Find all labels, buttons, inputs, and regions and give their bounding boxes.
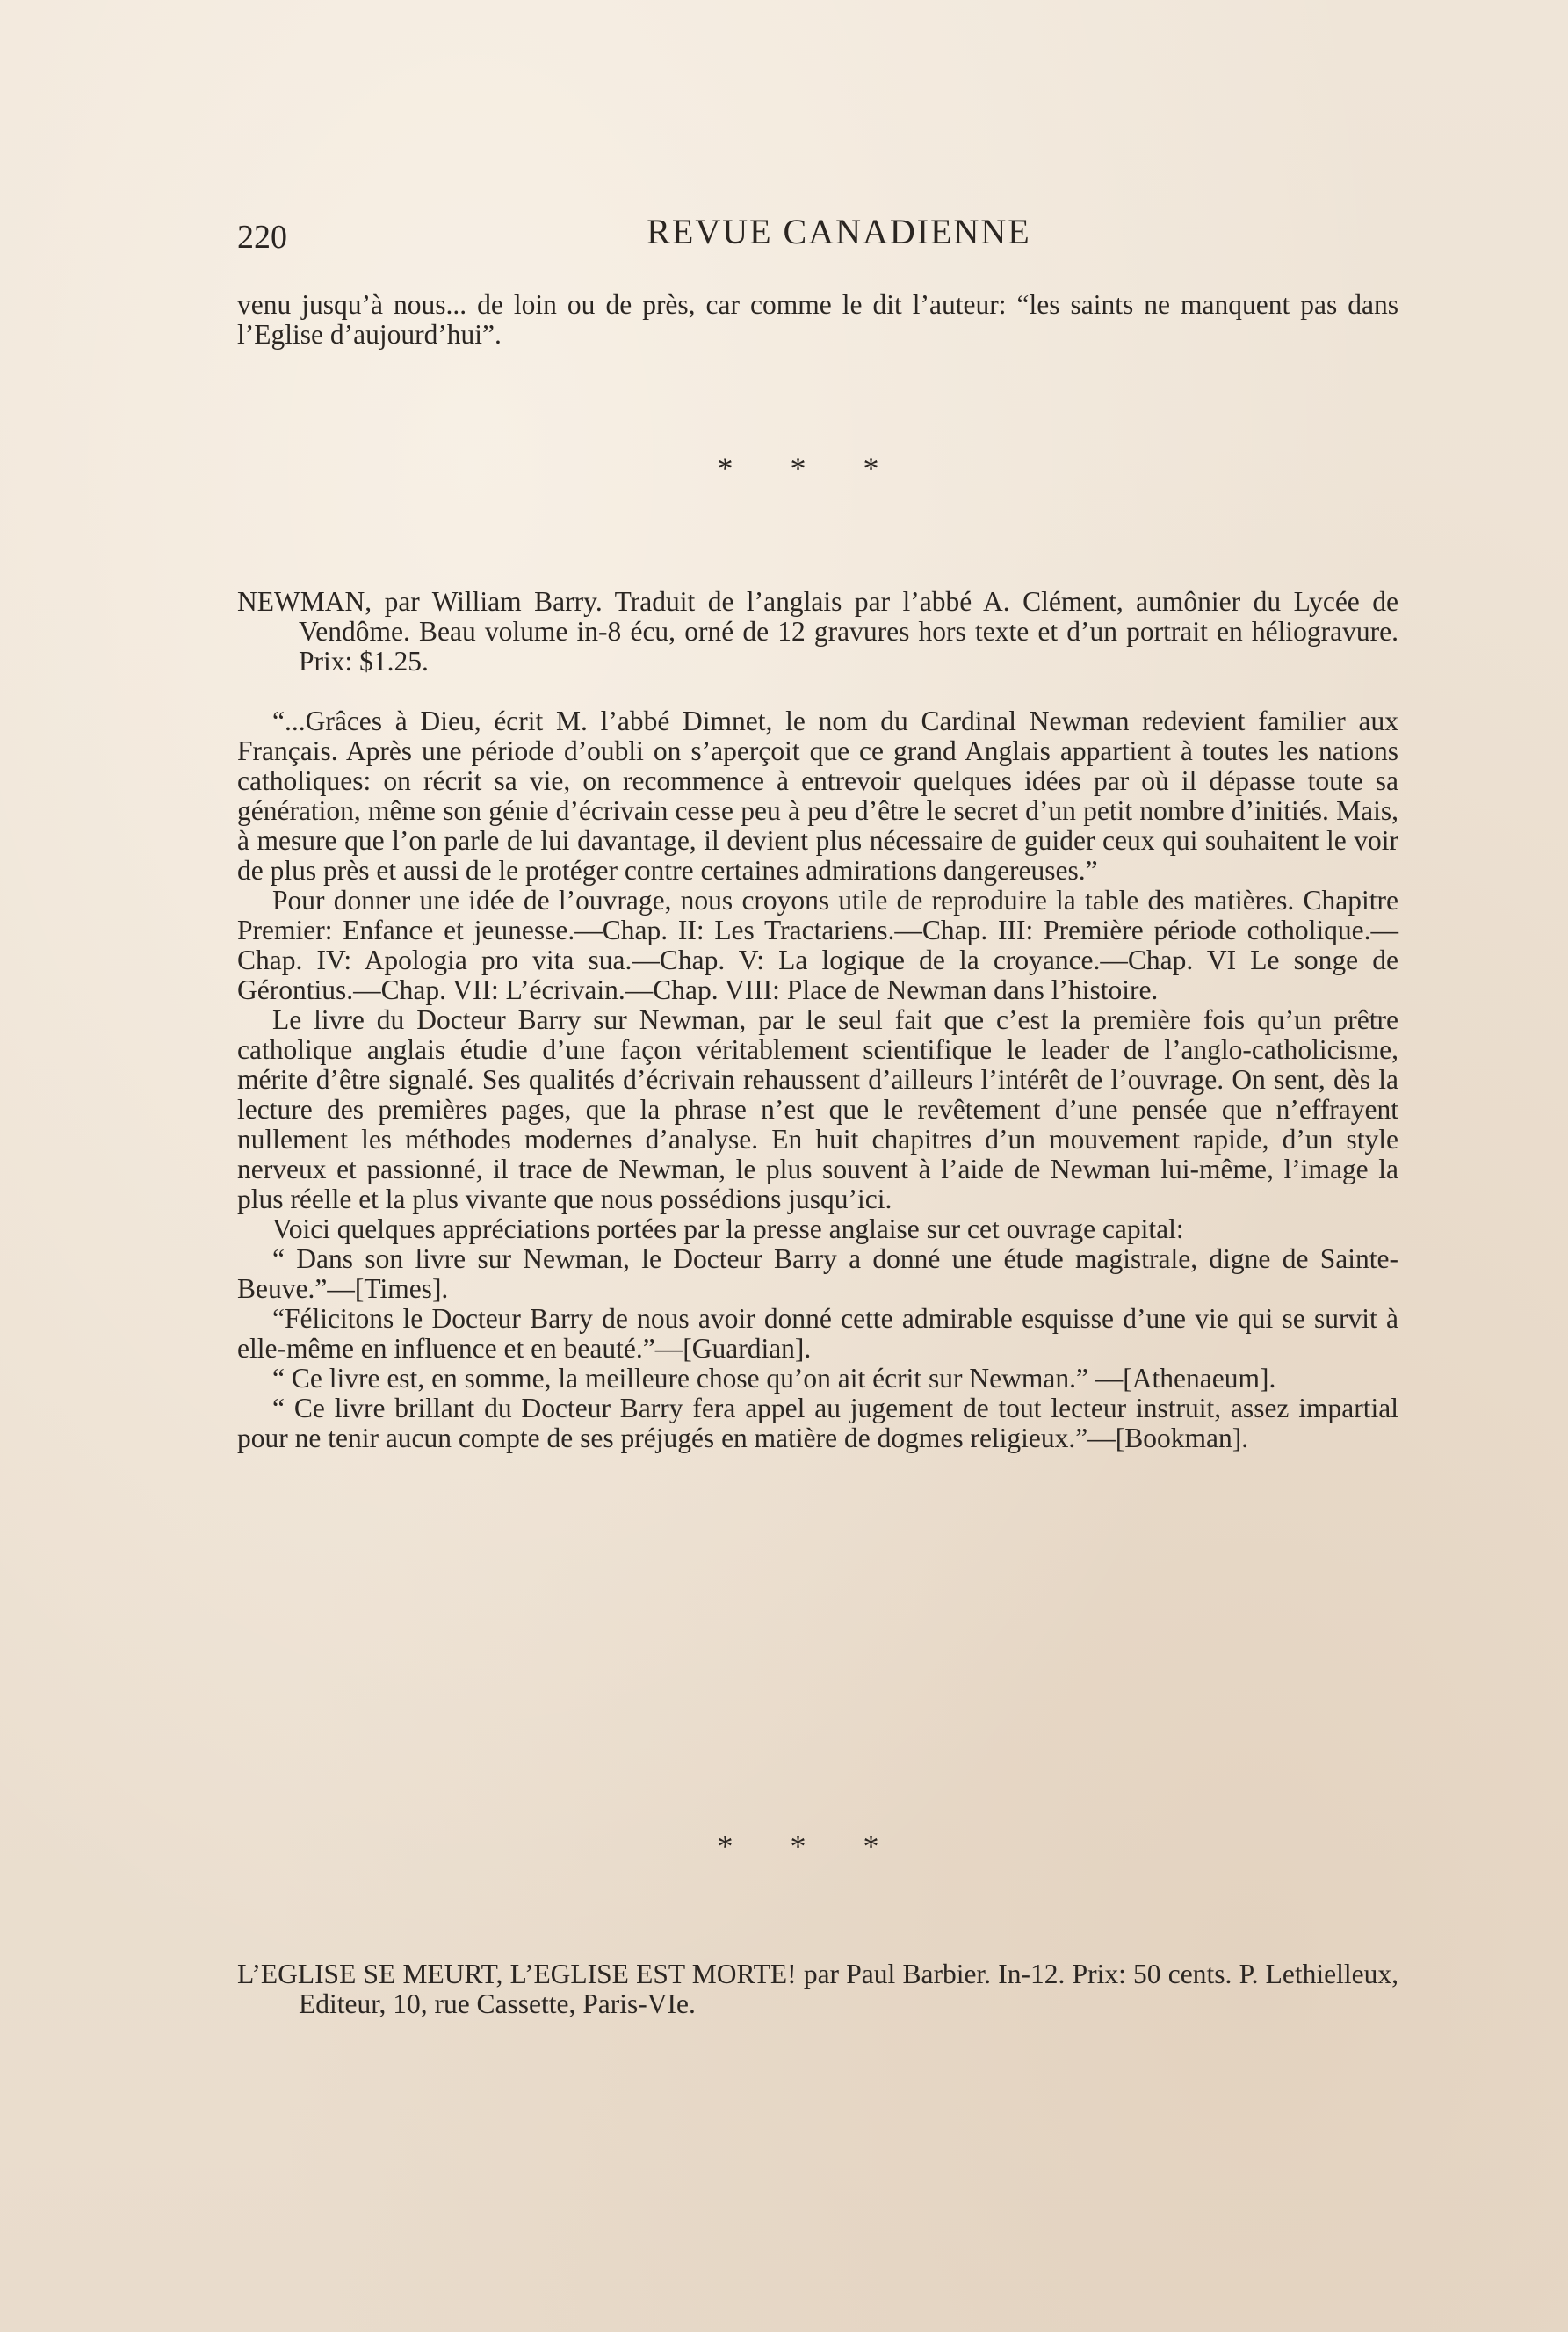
barbier-entry [237, 1959, 1398, 2019]
book-entry-heading: NEWMAN, par William Barry. Traduit de l’anglais par l’abbé A. Clément, aumônier du Lycée de Vendôme. Beau volume in-8 écu, orné de 12 gravures hors texte et d’un portrait en héliogravure. Prix: $1.25. [237, 586, 1398, 677]
page-number: 220 [237, 219, 287, 256]
press-quote: “ Ce livre est, en somme, la meilleure chose qu’on ait écrit sur Newman.” —[Athenaeum]. [272, 1363, 1276, 1394]
review-paragraph: Pour donner une idée de l’ouvrage, nous croyons utile de reproduire la table des matières. Chapitre Premier: Enfance et jeunesse.—Chap. II: Les Tractariens.—Chap. III: Première période cotholique.—Chap. IV: Apologia pro vita sua.—Chap. V: La logique de la croyance.—Chap. VI Le songe de Gérontius.—Chap. VII: L’écrivain.—Chap. VIII: Place de Newman dans l’histoire. [237, 885, 1398, 1005]
book-entry-heading: L’EGLISE SE MEURT, L’EGLISE EST MORTE! par Paul Barbier. In-12. Prix: 50 cents. P. Lethielleux, Editeur, 10, rue Cassette, Paris-VIe. [237, 1959, 1398, 2019]
review-paragraph: “...Grâces à Dieu, écrit M. l’abbé Dimnet, le nom du Cardinal Newman redevient familier aux Français. Après une période d’oubli on s’aperçoit que ce grand Anglais appartient à toutes les nations catholiques: on récrit sa vie, on recommence à entrevoir quelques idées par où il dépasse toute sa génération, même son génie d’écrivain cesse peu à peu d’être le secret d’un petit nombre d’initiés. Mais, à mesure que l’on parle de lui davantage, il devient plus nécessaire de guider ceux qui souhaitent le voir de plus près et aussi de le protéger contre certaines admirations dangereuses.” [237, 706, 1398, 886]
review-paragraph: Voici quelques appréciations portées par la presse anglaise sur cet ouvrage capital: [272, 1213, 1184, 1244]
continuation-block [237, 290, 1398, 350]
press-quote: “ Dans son livre sur Newman, le Docteur Barry a donné une étude magistrale, digne de Sainte-Beuve.”—[Times]. [237, 1243, 1398, 1304]
continuation-paragraph: venu jusqu’à nous... de loin ou de près, car comme le dit l’auteur: “les saints ne manquent pas dans l’Eglise d’aujourd’hui”. [237, 289, 1398, 350]
press-quote: “ Ce livre brillant du Docteur Barry fera appel au jugement de tout lecteur instruit, assez impartial pour ne tenir aucun compte de ses préjugés en matière de dogmes religieux.”—[Bookman]. [237, 1393, 1398, 1453]
newman-review [237, 587, 1398, 1453]
review-paragraph: Le livre du Docteur Barry sur Newman, par le seul fait que c’est la première fois qu’un prêtre catholique anglais étudie d’une façon véritablement scientifique le leader de l’anglo-catholicisme, mérite d’être signalé. Ses qualités d’écrivain rehaussent d’ailleurs l’intérêt de l’ouvrage. On sent, dès la lecture des premières pages, que la phrase n’est que le revêtement d’une pensée que n’effrayent nullement les méthodes modernes d’analyse. En huit chapitres d’un mouvement rapide, d’un style nerveux et passionné, il trace de Newman, le plus souvent à l’aide de Newman lui-même, l’image la plus réelle et la plus vivante que nous possédions jusqu’ici. [237, 1004, 1398, 1214]
page-header [237, 211, 1405, 264]
running-title: REVUE CANADIENNE [647, 212, 1031, 251]
section-separator: * * * [717, 451, 904, 486]
press-quote: “Félicitons le Docteur Barry de nous avoir donné cette admirable esquisse d’une vie qui se survit à elle-même en influence et en beauté.”—[Guardian]. [237, 1303, 1398, 1364]
section-separator: * * * [717, 1829, 904, 1864]
